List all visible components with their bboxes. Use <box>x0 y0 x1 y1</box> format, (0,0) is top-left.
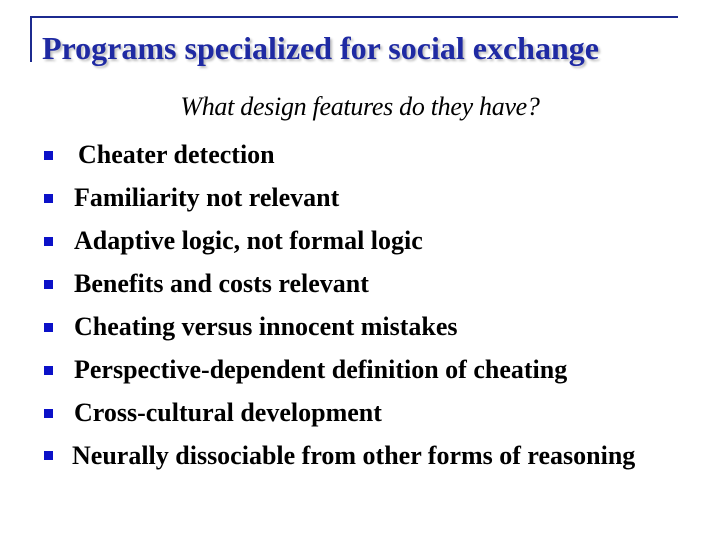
frame-left-line <box>30 16 32 62</box>
bullet-item <box>42 439 692 473</box>
bullet-text: Cheater detection <box>78 140 275 169</box>
frame-top-line <box>30 16 678 18</box>
bullet-list <box>42 138 692 482</box>
square-bullet-icon <box>44 451 53 460</box>
bullet-item <box>42 267 692 301</box>
bullet-item <box>42 353 692 387</box>
bullet-item <box>42 396 692 430</box>
square-bullet-icon <box>44 151 53 160</box>
square-bullet-icon <box>44 194 53 203</box>
bullet-item <box>42 310 692 344</box>
bullet-text: Cross-cultural development <box>74 398 382 427</box>
square-bullet-icon <box>44 280 53 289</box>
square-bullet-icon <box>44 323 53 332</box>
bullet-item <box>42 138 692 172</box>
square-bullet-icon <box>44 409 53 418</box>
bullet-text: Cheating versus innocent mistakes <box>74 312 458 341</box>
square-bullet-icon <box>44 237 53 246</box>
slide-title: Programs specialized for social exchange <box>42 30 599 66</box>
bullet-text: Neurally dissociable from other forms of reasoning <box>72 441 636 470</box>
bullet-text: Adaptive logic, not formal logic <box>74 226 423 255</box>
bullet-item <box>42 181 692 215</box>
square-bullet-icon <box>44 366 53 375</box>
bullet-text: Familiarity not relevant <box>74 183 340 212</box>
bullet-text: Benefits and costs relevant <box>74 269 369 298</box>
bullet-item <box>42 224 692 258</box>
bullet-text: Perspective-dependent definition of cheating <box>74 355 568 384</box>
slide-subtitle: What design features do they have? <box>180 92 540 121</box>
